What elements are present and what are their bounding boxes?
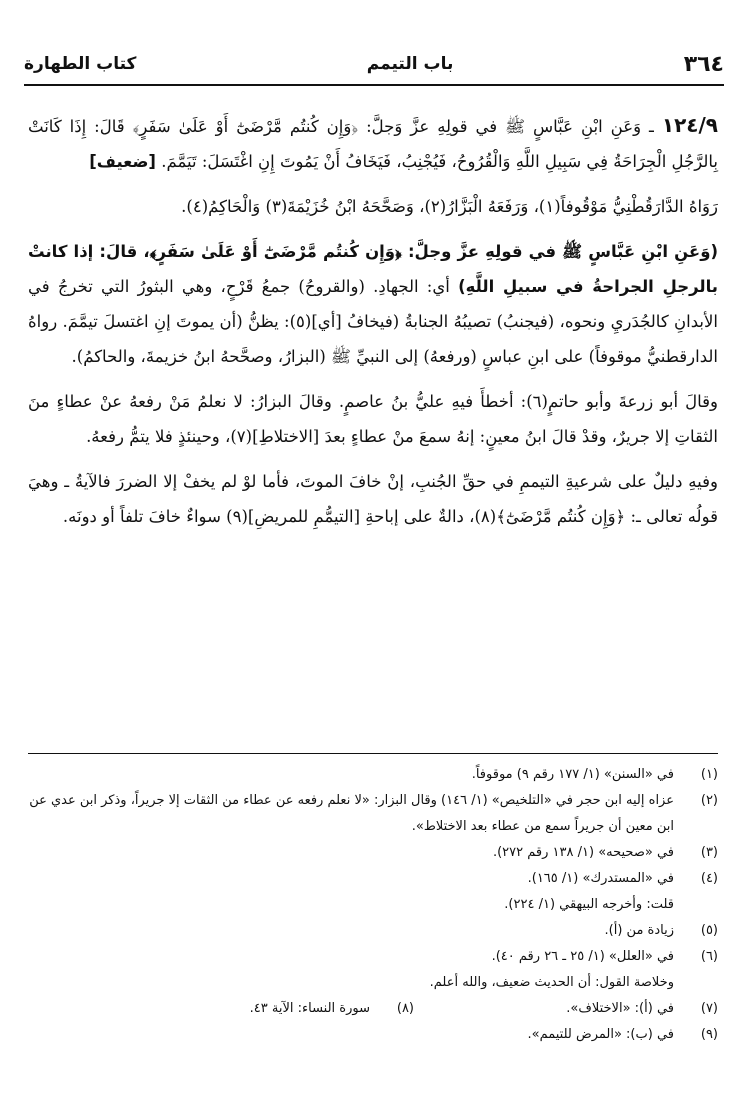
hadith-grade: [ضعيف] bbox=[89, 152, 156, 171]
hadith-number: ١٢٤/٩ bbox=[661, 113, 718, 137]
footnote-item: (١) في «السنن» (١/ ١٧٧ رقم ٩) موقوفاً. bbox=[471, 767, 718, 782]
footnote-item: (٣) في «صحيحه» (١/ ١٣٨ رقم ٢٧٢). bbox=[492, 845, 718, 860]
takhrij-paragraph: رَوَاهُ الدَّارَقُطْنِيُّ مَوْقُوفاً(١)، وَرَفَعَهُ الْبَزَّارُ(٢)، وَصَحَّحَهُ ابْنُ خُزَيْمَةَ(٣) وَالْحَاكِمُ(٤). bbox=[181, 197, 718, 216]
book-title: كتاب الطهارة bbox=[24, 54, 137, 74]
main-text bbox=[28, 108, 718, 544]
footnote-item: (٢) عزاه إليه ابن حجر في «التلخيص» (١/ ١٤٦) وقال البزار: «لا نعلم رفعه عن عطاء من الثقات إلا جريراً، وذكر ابن عدي عن ابن معين أن جريراً سمع من عطاء بعد الاختلاط». bbox=[29, 793, 718, 834]
footnote-divider bbox=[28, 753, 718, 754]
footnote-item: (٦) في «العلل» (١/ ٢٥ ـ ٢٦ رقم ٤٠). bbox=[491, 949, 718, 964]
hadith-paragraph bbox=[28, 108, 718, 179]
sharh-paragraph-3: وفيهِ دليلٌ على شرعيةِ التيممِ في حقِّ الجُنبِ، إنْ خافَ الموتَ، فأما لوْ لم يخفْ إلا الضررَ فالآيةُ ـ وهيَ قولُه تعالى ـ: ﴿وَإِن كُنتُم مَّرْضَىٰٓ﴾(٨)، دالةٌ على إباحةِ [التيمُّمِ للمريضِ](٩) سواءٌ خافَ تلفاً أو دونَه. bbox=[28, 472, 718, 526]
sharh-paragraph-2: وقالَ أبو زرعةَ وأبو حاتمٍ(٦): أخطأَ فيهِ عليُّ بنُ عاصمٍ. وقالَ البزارُ: لا نعلمُ مَنْ رفعهُ عنْ عطاءٍ منَ الثقاتِ إلا جريرٌ، وقدْ قالَ ابنُ معينٍ: إنهُ سمعَ منْ عطاءٍ بعدَ [الاختلاطِ](٧)، وحينئذٍ فلا يتمُّ رفعهُ. bbox=[28, 392, 718, 446]
footnote-item: (٥) زيادة من (أ). bbox=[604, 923, 718, 938]
footnote-item: (٩) في (ب): «المرض للتيمم». bbox=[527, 1027, 718, 1042]
chapter-title: باب التيمم bbox=[366, 54, 454, 74]
running-header bbox=[24, 44, 724, 84]
sharh-opening: (وَعَنِ ابْنِ عَبَّاسٍ ﷺ في قولِهِ عزَّ وجلَّ: ﴿وَإِن كُنتُم مَّرْضَىٰٓ أَوْ عَلَىٰ سَفَرٍ﴾، قالَ: إذا كانتْ بالرجلِ الجراحةُ في سبيلِ اللَّهِ) bbox=[28, 242, 718, 296]
footnotes bbox=[28, 762, 718, 1048]
sharh-paragraph-1 bbox=[28, 234, 718, 374]
hadith-text: ـ وَعَنِ ابْنِ عَبَّاسٍ ﷺ في قولِهِ عزَّ وَجلَّ: ﴿وَإِن كُنتُم مَّرْضَىٰٓ أَوْ عَلَىٰ سَفَرٍ﴾ قَالَ: إِذَا كَانَتْ بِالرَّجُلِ الْجِرَاحَةُ فِي سَبِيلِ اللَّهِ وَالْقُرُوحُ، فَيُجْنِبُ، فَيَخَافُ أَنْ يَمُوتَ إِنِ اغْتَسَلَ: تَيَمَّمَ. bbox=[28, 117, 718, 171]
footnote-item: (٤) في «المستدرك» (١/ ١٦٥). bbox=[527, 871, 718, 886]
page-number: ٣٦٤ bbox=[683, 51, 724, 77]
header-divider bbox=[24, 84, 724, 86]
sharh-text-1: أي: الجهادِ. (والقروحُ) جمعُ قَرْحٍ، وهي البثورُ التي تخرجُ في الأبدانِ كالجُدَريِ ونحوه، (فيجنبُ) تصيبُهُ الجنابةُ (فيخافُ [أي](٥): يظنُّ (أن يموتَ إنِ اغتسلَ تيمَّمَ. رواهُ الدارقطنيُّ موقوفاً) على ابنِ عباسٍ (ورفعهُ) إلى النبيِّ ﷺ (البزارُ، وصحَّحهُ ابنُ خزيمةَ، والحاكمُ). bbox=[28, 277, 718, 366]
footnote-item: (٧) في (أ): «الاختلاف». (٨) سورة النساء: الآية ٤٣. bbox=[249, 1001, 718, 1016]
footnote-continuation: وخلاصة القول: أن الحديث ضعيف، والله أعلم. bbox=[429, 975, 674, 990]
footnote-continuation: قلت: وأخرجه البيهقي (١/ ٢٢٤). bbox=[504, 897, 674, 912]
